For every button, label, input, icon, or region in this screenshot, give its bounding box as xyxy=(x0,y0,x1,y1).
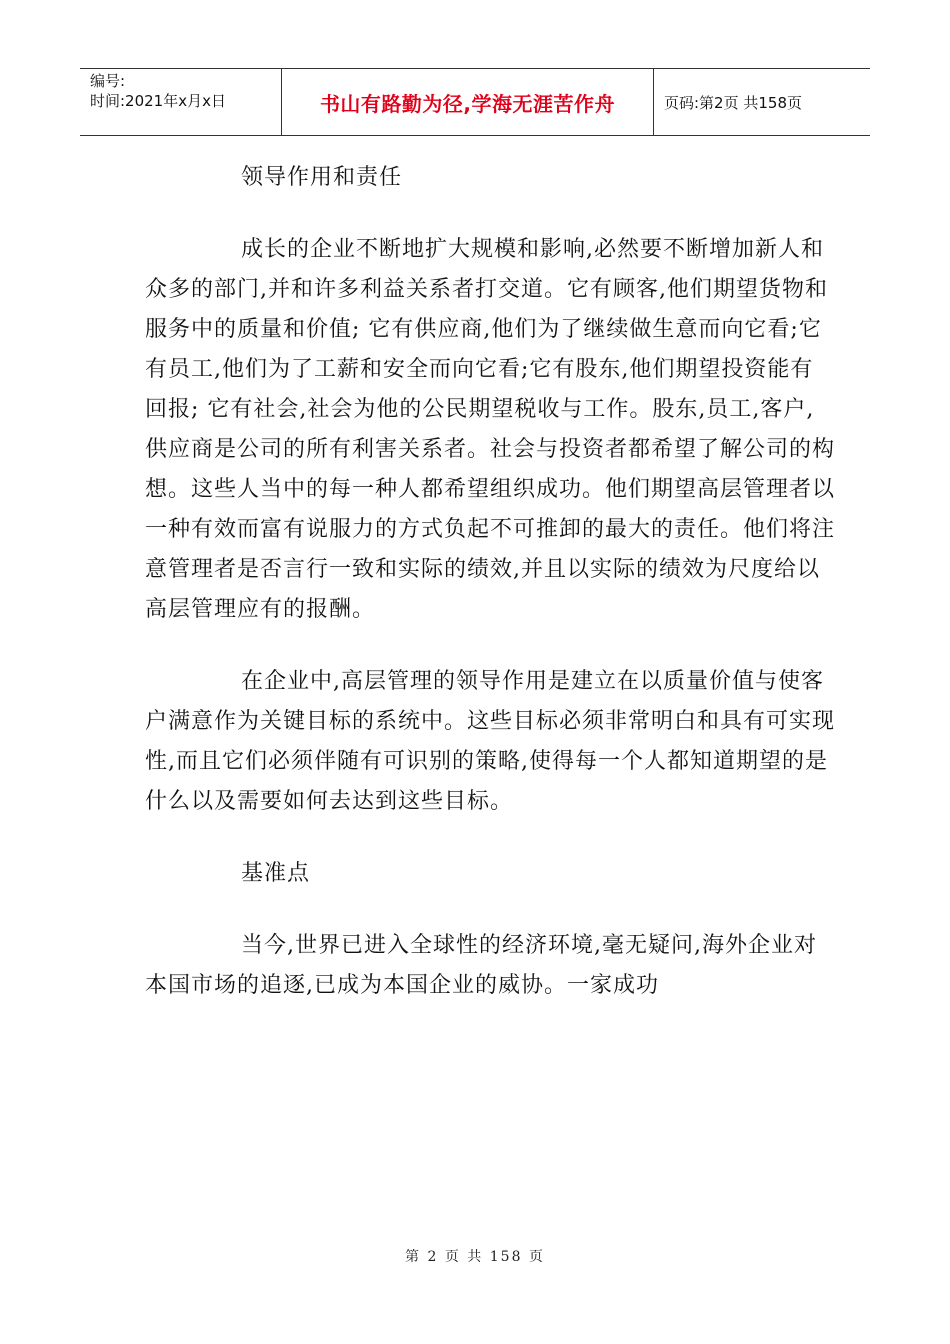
paragraph-1: 成长的企业不断地扩大规模和影响,必然要不断增加新人和众多的部门,并和许多利益关系者打交道。它有顾客,他们期望货物和服务中的质量和价值; 它有供应商,他们为了继续做生意而向它看;它有员工,他们为了工薪和安全而向它看;它有股东,他们期望投资能有回报; 它有社会,社会为他的公民期望税收与工作。股东,员工,客户,供应商是公司的所有利害关系者。社会与投资者都希望了解公司的构想。这些人当中的每一种人都希望组织成功。他们期望高层管理者以一种有效而富有说服力的方式负起不可推卸的最大的责任。他们将注意管理者是否言行一致和实际的绩效,并且以实际的绩效为尺度给以高层管理应有的报酬。 xyxy=(145,237,836,622)
header-motto: 书山有路勤为径,学海无涯苦作舟 xyxy=(319,91,616,116)
document-date: 时间:2021年x月x日 xyxy=(90,92,226,110)
paragraph-2: 在企业中,高层管理的领导作用是建立在以质量价值与使客户满意作为关键目标的系统中。这些目标必须非常明白和具有可实现性,而且它们必须伴随有可识别的策略,使得每一个人都知道期望的是什么以及需要如何去达到这些目标。 xyxy=(145,669,836,814)
header-page-info: 页码:第2页 共158页 xyxy=(664,93,802,112)
page-footer: 第 2 页 共 158 页 xyxy=(405,1249,545,1265)
header-page-info-cell xyxy=(654,69,870,135)
section-heading-leadership: 领导作用和责任 xyxy=(241,165,403,190)
page-header xyxy=(80,68,870,136)
header-meta xyxy=(80,69,282,135)
paragraph-3: 当今,世界已进入全球性的经济环境,毫无疑问,海外企业对本国市场的追逐,已成为本国企业的威协。一家成功 xyxy=(145,933,817,998)
document-body xyxy=(145,158,835,1038)
document-number-label: 编号: xyxy=(90,72,126,90)
section-heading-benchmark: 基准点 xyxy=(241,861,311,886)
header-motto-cell xyxy=(282,69,654,135)
